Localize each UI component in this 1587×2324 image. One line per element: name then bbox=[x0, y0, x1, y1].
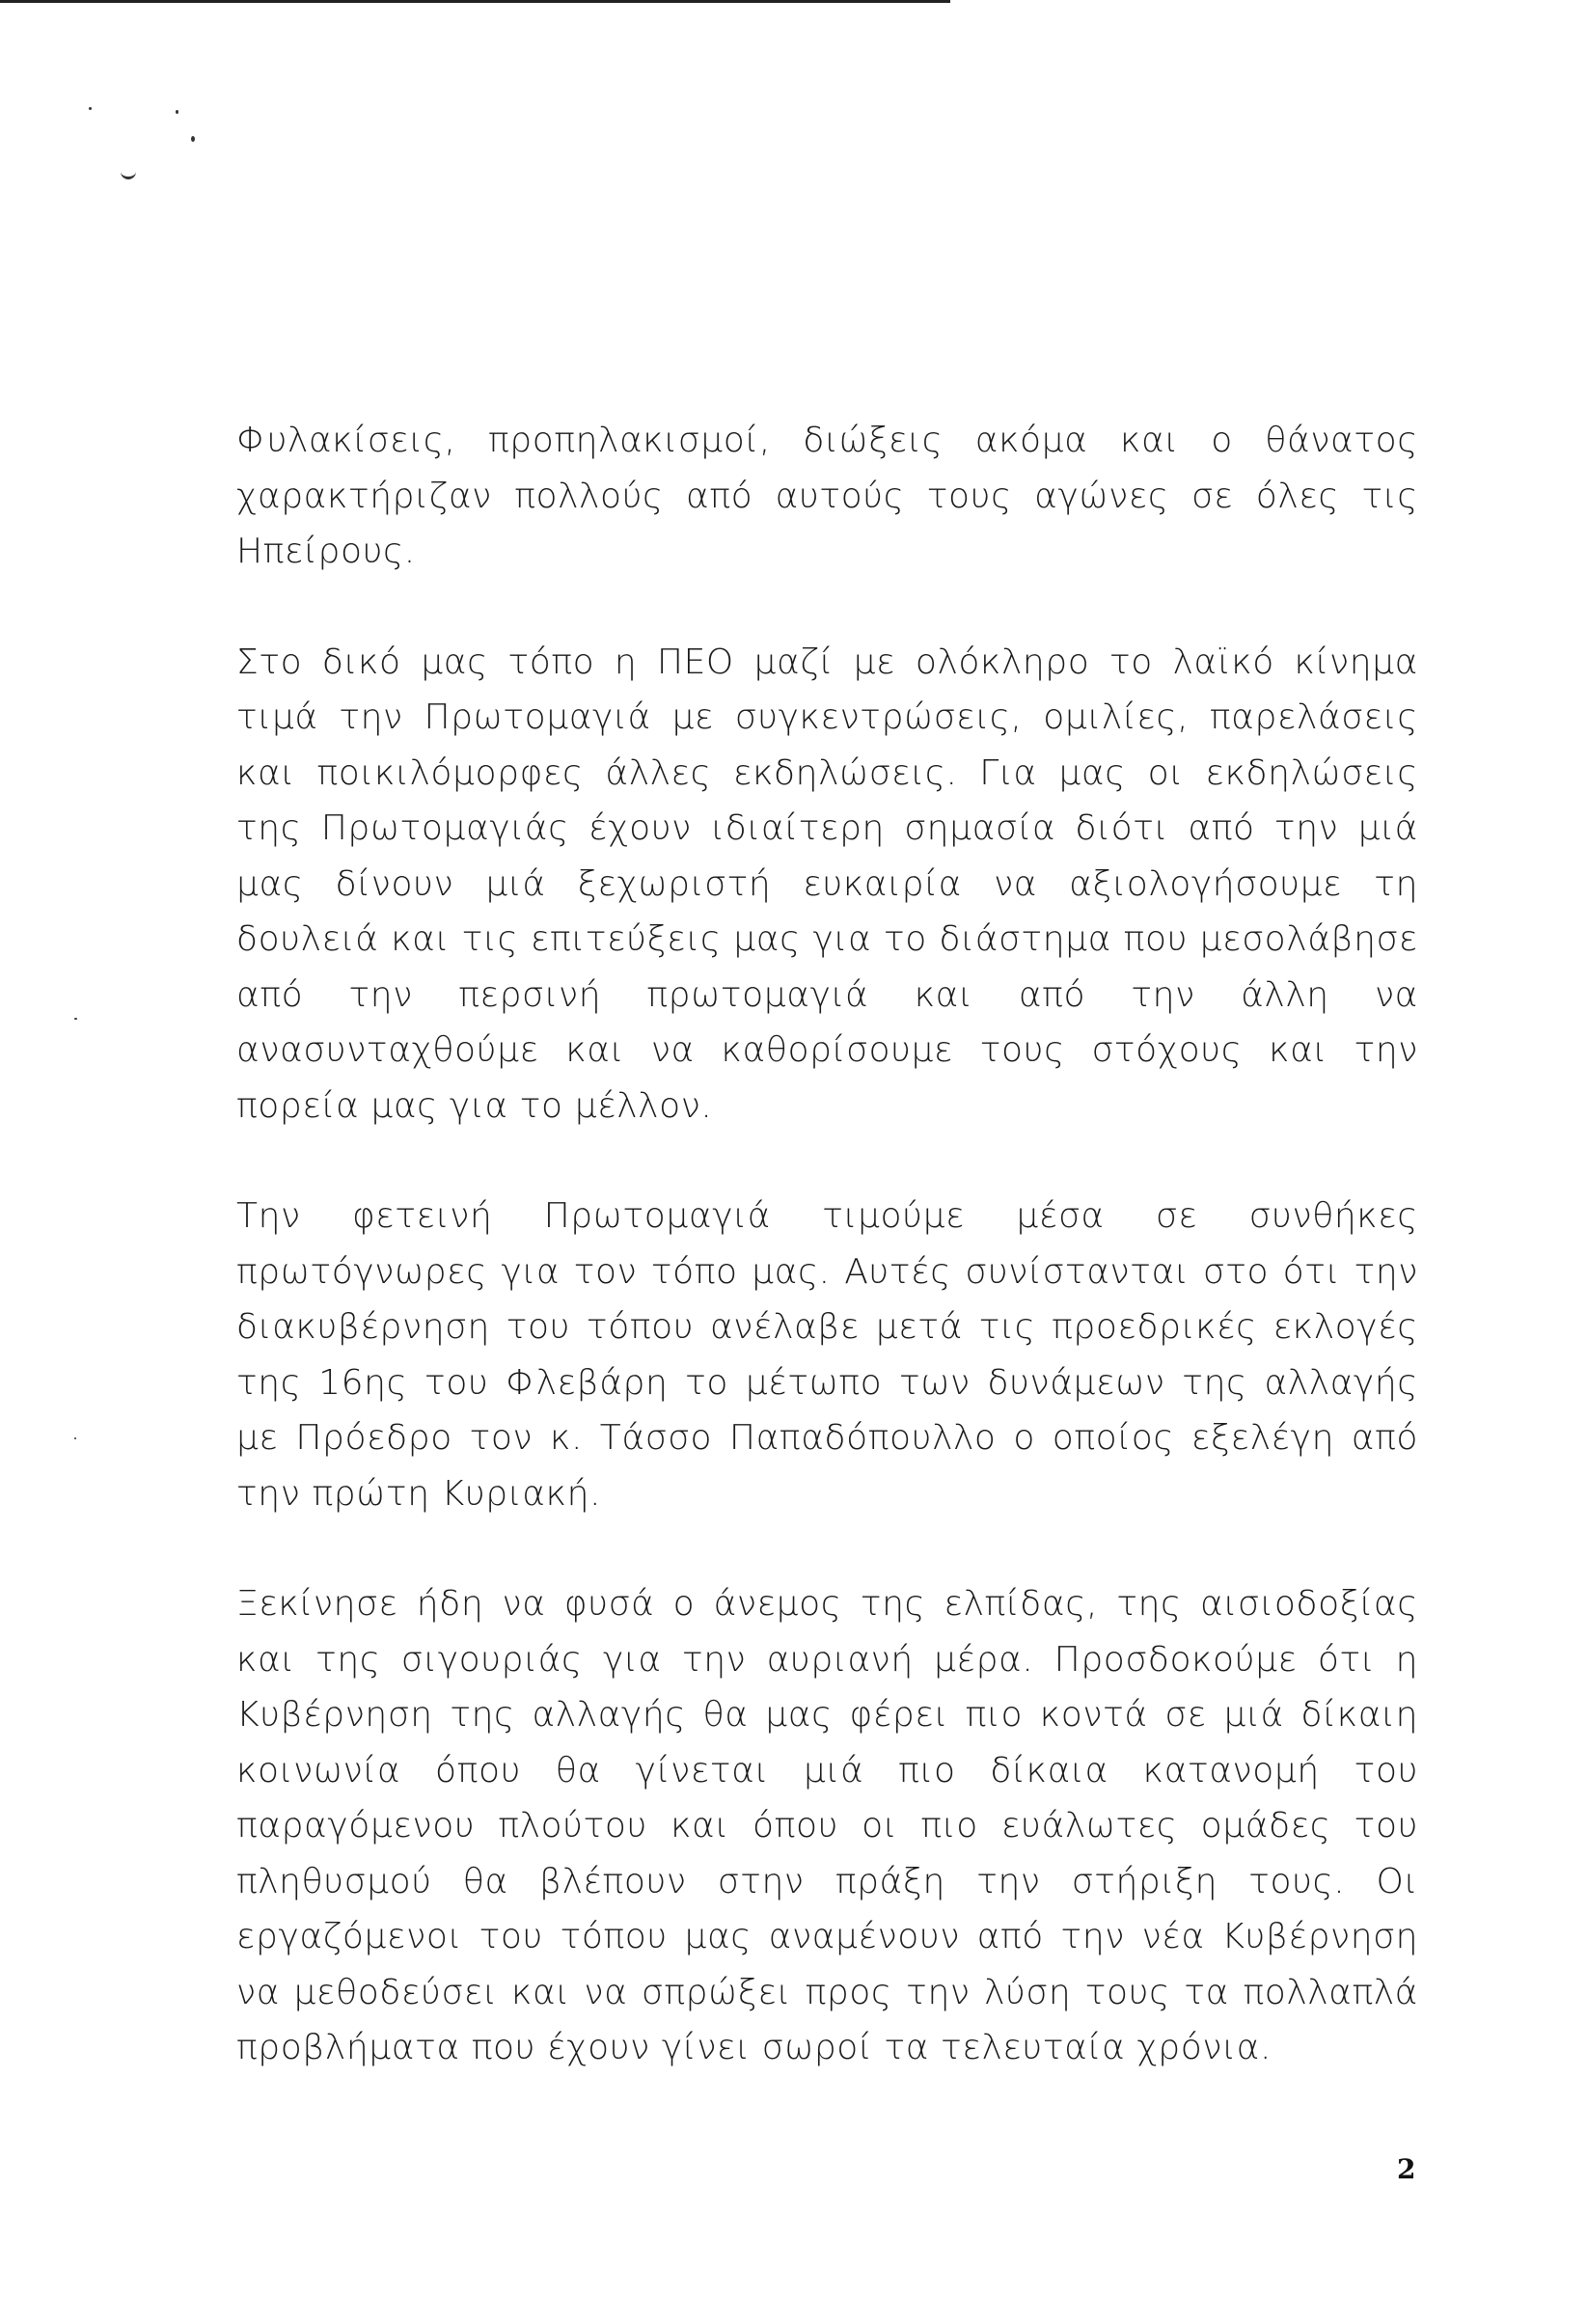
scan-speck bbox=[89, 107, 92, 110]
paragraph-this-years-may-day: Την φετεινή Πρωτομαγιά τιμούμε μέσα σε συνθήκες πρωτόγνωρες για τον τόπο μας. Αυτές συνίστανται στο ότι την διακυβέρνηση του τόπου ανέλαβε μετά τις προεδρικές εκλογές της 16ης του Φλεβάρη το μέτωπο των δυνάμεων της αλλαγής με Πρόεδρο τον κ. Τάσσο Παπαδόπουλλο ο οποίος εξελέγη από την πρώτη Κυριακή. bbox=[236, 1196, 1418, 1514]
scan-top-edge-line bbox=[0, 0, 950, 3]
paragraph-imprisonments: Φυλακίσεις, προπηλακισμοί, διώξεις ακόμα και ο θάνατος χαρακτήριζαν πολλούς από αυτούς τους αγώνες σε όλες τις Ηπείρους. bbox=[236, 421, 1418, 571]
page-number: 2 bbox=[1397, 2153, 1416, 2185]
scan-speck bbox=[74, 1437, 76, 1439]
document-body bbox=[236, 413, 1418, 2076]
scan-speck bbox=[191, 136, 195, 142]
paragraph-peo-may-day: Στο δικό μας τόπο η ΠΕΟ μαζί με ολόκληρο το λαϊκό κίνημα τιμά την Πρωτομαγιά με συγκεντρώσεις, ομιλίες, παρελάσεις και ποικιλόμορφες άλλες εκδηλώσεις. Για μας οι εκδηλώσεις της Πρωτομαγιάς έχουν ιδιαίτερη σημασία διότι από την μιά μας δίνουν μιά ξεχωριστή ευκαιρία να αξιολογήσουμε τη δουλειά και τις επιτεύξεις μας για το διάστημα που μεσολάβησε από την περσινή πρωτομαγιά και από την άλλη να ανασυνταχθούμε και να καθορίσουμε τους στόχους και την πορεία μας για το μέλλον. bbox=[236, 642, 1418, 1126]
scan-speck bbox=[74, 1018, 77, 1020]
paragraph-wind-of-hope: Ξεκίνησε ήδη να φυσά ο άνεμος της ελπίδας, της αισιοδοξίας και της σιγουριάς για την αυριανή μέρα. Προσδοκούμε ότι η Κυβέρνηση της αλλαγής θα μας φέρει πιο κοντά σε μιά δίκαιη κοινωνία όπου θα γίνεται μιά πιο δίκαια κατανομή του παραγόμενου πλούτου και όπου οι πιο ευάλωτες ομάδες του πληθυσμού θα βλέπουν στην πράξη την στήριξη τους. Οι εργαζόμενοι του τόπου μας αναμένουν από την νέα Κυβέρνηση να μεθοδεύσει και να σπρώξει προς την λύση τους τα πολλαπλά προβλήματα που έχουν γίνει σωροί τα τελευταία χρόνια. bbox=[236, 1584, 1418, 2067]
scan-speck bbox=[176, 110, 178, 114]
scan-mark bbox=[121, 171, 136, 179]
